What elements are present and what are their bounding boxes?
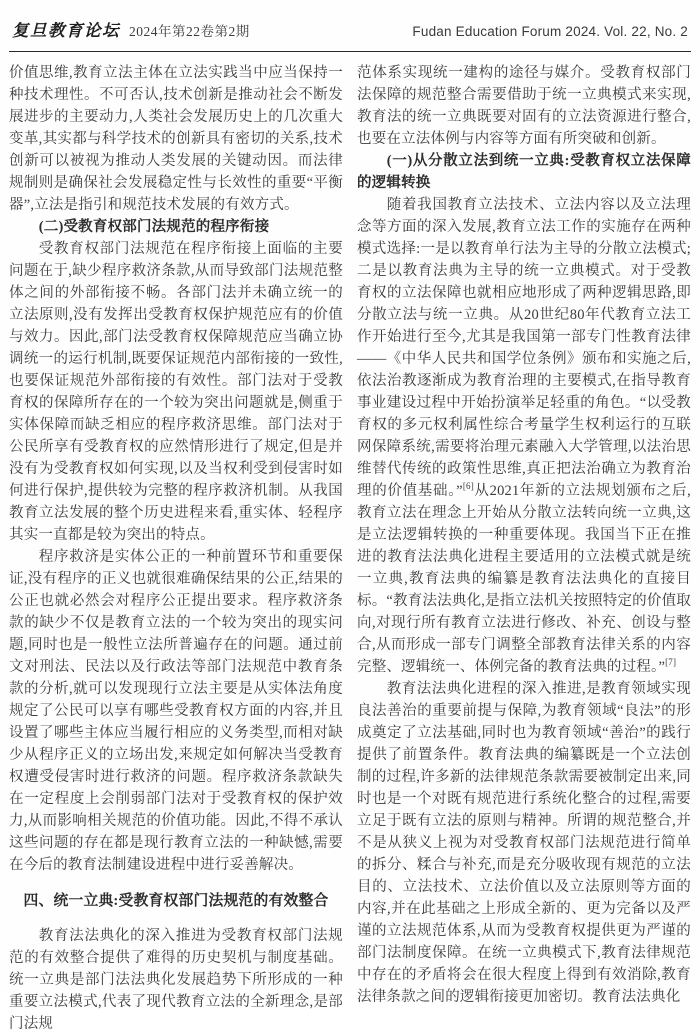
paragraph: 受教育权部门法规范在程序衔接上面临的主要问题在于,缺少程序救济条款,从而导致部门法规范整体之间的外部衔接不畅。各部门法并未确立统一的立法原则,没有发挥出受教育权保护规范应有的价值与效力。因此,部门法受教育权保障规范应当确立协调统一的运行机制,既要保证规范内部衔接的一致性,也要保证规范外部衔接的有效性。部门法对于受教育权的保障所存在的一个较为突出问题就是,侧重于实体保障而缺乏相应的程序救济思维。部门法对于公民所享有受教育权的应然情形进行了规定,但是并没有为受教育权如何实现,以及当权利受到侵害时如何进行保护,提供较为完整的程序救济机制。从我国教育立法发展的整个历史进程来看,重实体、轻程序其实一直都是较为突出的特点。 — [9, 241, 343, 543]
paragraph: 范体系实现统一建构的途径与媒介。受教育权部门法保障的规范整合需要借助于统一立典模式来实现,教育法的统一立典既要对固有的立法资源进行整合,也要在立法体例与内容等方面有所突破和创新。 — [357, 65, 691, 147]
paragraph: 价值思维,教育立法主体在立法实践当中应当保持一种技术理性。不可否认,技术创新是推动社会不断发展进步的主要动力,人类社会发展历史上的几次重大变革,其实都与科学技术的创新具有密切的关系,技术创新可以被视为推动人类发展的关键动因。而法律规制则是确保社会发展稳定性与长效性的重要“平衡器”,立法是指引和规范技术发展的有效方式。 — [9, 65, 343, 213]
journal-name-cn: 复旦教育论坛 — [12, 21, 120, 40]
left-column — [9, 62, 343, 1035]
issue-info: 2024年第22卷第2期 — [129, 24, 250, 39]
paragraph: 教育法法典化的深入推进为受教育权部门法规范的有效整合提供了难得的历史契机与制度基础。统一立典是部门法法典化发展趋势下所形成的一种重要立法模式,代表了现代教育立法的全新理念,是部门法规 — [9, 928, 343, 1032]
header-left — [12, 17, 250, 41]
section-heading: 四、统一立典:受教育权部门法规范的有效整合 — [23, 893, 329, 909]
right-column — [357, 62, 691, 1035]
subsection-heading: (一)从分散立法到统一立典:受教育权立法保障的逻辑转换 — [357, 153, 691, 191]
page-header — [9, 13, 691, 52]
paragraph: 程序救济是实体公正的一种前置环节和重要保证,没有程序的正义也就很难确保结果的公正,结果的公正也就必然会对程序公正提出要求。程序救济条款的缺少不仅是教育立法的一个较为突出的现实问题,同时也是一般性立法所普遍存在的问题。通过前文对刑法、民法以及行政法等部门法规范中教育条款的分析,就可以发现现行立法主要是从实体法角度规定了公民可以享有哪些受教育权方面的内容,并且设置了哪些主体应当履行相应的义务类型,而相对缺少从程序正义的立场出发,来规定如何解决当受教育权遭受侵害时进行救济的问题。程序救济条款缺失在一定程度上会削弱部门法对于受教育权的保护效力,从而影响相关规范的价值功能。因此,不得不承认这些问题的存在都是现行教育立法的一种缺憾,需要在今后的教育法制建设进程中进行妥善解决。 — [9, 549, 343, 873]
footnote-ref: [6] — [462, 481, 474, 492]
footnote-ref: [7] — [665, 657, 677, 668]
paragraph: 随着我国教育立法技术、立法内容以及立法理念等方面的深入发展,教育立法工作的实施存在两种模式选择:一是以教育单行法为主导的分散立法模式;二是以教育法典为主导的统一立典模式。对于受教育权的立法保障也就相应地形成了两种逻辑思路,即分散立法与统一立典。从20世纪80年代教育立法工作开始进行至今,尤其是我国第一部专门性教育法律——《中华人民共和国学位条例》颁布和实施之后,依法治教逐渐成为教育治理的主要模式,在指导教育事业建设过程中开始扮演举足轻重的角色。“以受教育权的多元权利属性综合考量学生权利运行的互联网保障系统,需要将治理元素融入大学管理,以法治思维替代传统的政策性思维,真正把法治确立为教育治理的价值基础。”[6]从2021年新的立法规划颁布之后,教育立法在理念上开始从分散立法转向统一立典,这是立法逻辑转换的一种重要体现。我国当下正在推进的教育法法典化进程主要适用的立法模式就是统一立典,教育法典的编纂是教育法法典化的直接目标。“教育法法典化,是指立法机关按照特定的价值取向,对现行所有教育立法进行修改、补充、创设与整合,从而形成一部专门调整全部教育法律关系的内容完整、逻辑统一、体例完备的教育法典的过程。”[7] — [357, 197, 691, 675]
paragraph: 教育法法典化进程的深入推进,是教育领域实现良法善治的重要前提与保障,为教育领域“良法”的形成奠定了立法基础,同时也为教育领域“善治”的践行提供了前置条件。教育法典的编纂既是一个立法创制的过程,许多新的法律规范条款需要被制定出来,同时也是一个对既有规范进行系统化整合的过程,需要立足于既有立法的原则与精神。所谓的规范整合,并不是从狭义上视为对受教育权部门法规范进行简单的拆分、糅合与补充,而是充分吸收现有规范的立法目的、立法技术、立法价值以及立法原则等方面的内容,并在此基础之上形成全新的、更为完备以及严谨的立法规范体系,从而为受教育权提供更为严谨的部门法制度保障。在统一立典模式下,教育法律规范中存在的矛盾将会在很大程度上得到有效消除,教育法律条款之间的逻辑衔接更加密切。教育法法典化 — [357, 681, 691, 1005]
journal-name-en: Fudan Education Forum 2024. Vol. 22, No. 2 — [412, 24, 688, 39]
subsection-heading: (二)受教育权部门法规范的程序衔接 — [38, 219, 270, 235]
article-body — [9, 62, 691, 1035]
